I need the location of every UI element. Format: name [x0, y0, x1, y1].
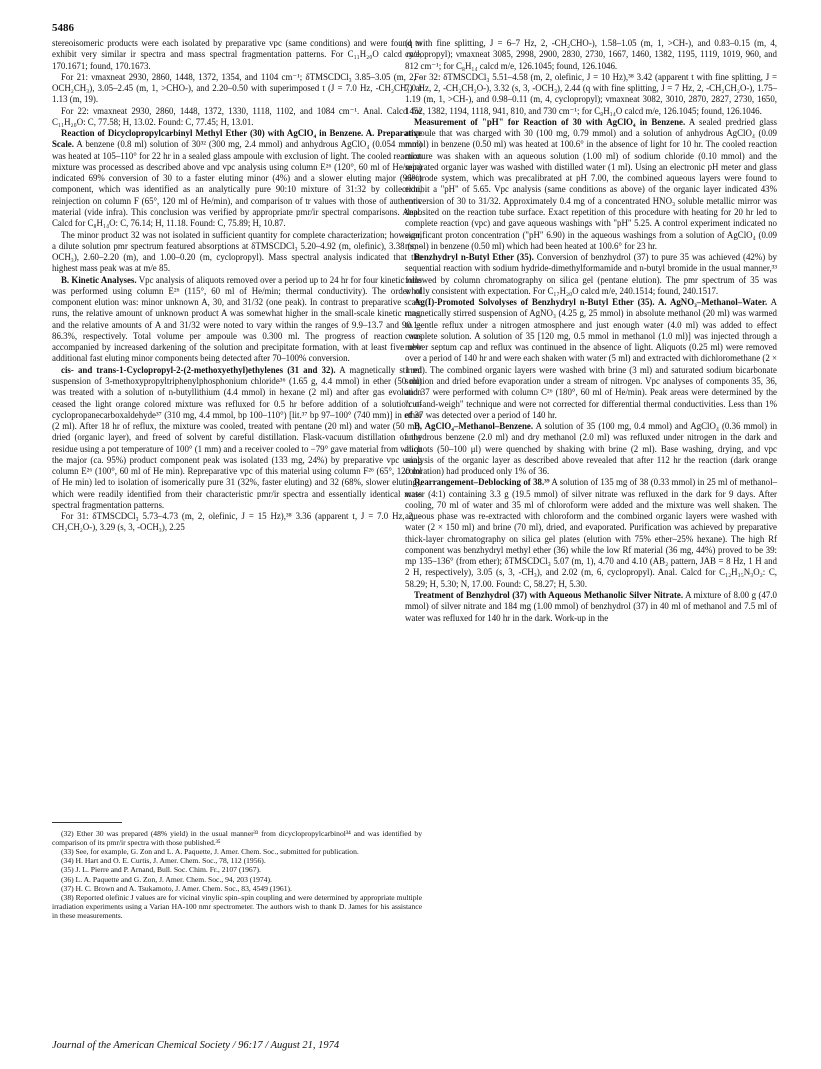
paragraph — [405, 38, 777, 72]
section-heading: Benzhydryl n-Butyl Ether (35). — [414, 252, 534, 263]
section-heading: Measurement of "pH" for Reaction of 30 with AgClO₄ in Benzene. — [414, 116, 686, 127]
section-heading: Reaction of Dicyclopropylcarbinyl Methyl Ether (30) with AgClO₄ in Benzene. A. Preparative Scale. — [52, 128, 422, 150]
paragraph-text: For 31: δTMSCDCl₃ 5.73–4.73 (m, 2, olefinic, J = 15 Hz),³⁸ 3.36 (apparent t, J = 7.0 Hz, 2, -CH₂CH₂O-), 3.29 (s, 3, -OCH₃), 2.25 — [52, 511, 422, 533]
paragraph-text: A sealed predried glass ampoule that was charged with 30 (100 mg, 0.79 mmol) and a solution of anhydrous AgClO₄ (0.09 mmol) in benzene (0.50 ml) was heated at 100.6° in the absence of light for 10 hr. The cooled reaction mixture was shaken with an aqueous solution (1.00 ml) of sodium chloride (0.10 mmol) and the separated organic layer was washed with distilled water (1 ml). Using an electronic pH meter and glass electrode system, which was precalibrated at pH 7.00, the combined aqueous layers were found to exhibit a "pH" of 5.65. Vpc analysis (same conditions as above) of the organic layer indicated 43% conversion of 30 to 31/32. Approximately 0.4 mg of a concentrated HNO₃ soluble metallic mirror was deposited on the reaction tube surface. Exact repetition of this procedure with heating for 20 hr led to complete reaction (vpc) and gave aqueous washings with "pH" 5.25. A control experiment indicated no significant proton concentration ("pH" 6.90) in the aqueous washings from a solution of AgClO₄ (0.09 mmol) in benzene (0.50 ml) which had been heated at 100.6° for 23 hr. — [405, 116, 778, 251]
footnote-list — [52, 829, 422, 920]
paragraph-text: A solution of 35 (100 mg, 0.4 mmol) and AgClO₄ (0.36 mmol) in anhydrous benzene (2.0 ml) and dry methanol (2.0 ml) was refluxed under nitrogen in the dark and aliquots (50–100 μl) were quenched by shaking with brine (2 ml). Base washing, drying, and vpc analysis of the organic layer as described above revealed that after 112 hr the reaction (dark orange coloration) had produced only 1% of 36. — [405, 421, 778, 477]
footnote: (36) L. A. Paquette and G. Zon, J. Amer. Chem. Soc., 94, 203 (1974). — [61, 874, 272, 884]
footnote: (34) H. Hart and O. E. Curtis, J. Amer. Chem. Soc., 78, 112 (1956). — [61, 856, 266, 866]
paragraph-text: For 21: νmaxneat 2930, 2860, 1448, 1372, 1354, and 1104 cm⁻¹; δTMSCDCl₃ 3.85–3.05 (m, 2, -OCH₂CH₃), 3.05–2.45 (m, 1, >CHO-), and 2.20–0.50 with superimposed t (J = 7.0 Hz, -CH₂CH₃) at 1.13 (m, 19). — [52, 71, 422, 105]
section-heading: B. AgClO₄–Methanol–Benzene. — [414, 421, 534, 432]
paragraph-text: Conversion of benzhydrol (37) to pure 35 was achieved (42%) by sequential reaction with sodium hydride-dimethylformamide and n-butyl bromide in the usual manner,³³ followed by column chromatography on silica gel (pentane elution). The pmr spectrum of 35 was wholly consistent with expectation. For C₁₇H₂₀O calcd m/e, 240.1514; found, 240.1517. — [405, 252, 777, 296]
section-heading: Treatment of Benzhydrol (37) with Aqueous Methanolic Silver Nitrate. — [414, 590, 684, 601]
footnote-rule — [52, 822, 122, 823]
footnote: (32) Ether 30 was prepared (48% yield) in the usual manner³³ from dicyclopropylcarbinol³⁴ and was identified by comparison of its pmr/ir spectra with those published.³⁵ — [52, 829, 422, 848]
paragraph-text: A magnetically stirred suspension of 3-methoxypropyltriphenylphosphonium chloride³⁶ (1.65 g, 4.4 mmol) in ether (50 ml) was treated with a solution of n-butyllithium (4.4 mmol) in hexane (2 ml) and after gas evolution ceased the light orange colored mixture was refluxed for 0.5 hr before addition of a solution of cyclopropanecarboxaldehyde³⁷ (310 mg, 4.4 mmol, bp 100–110°) [lit.³⁷ bp 97–100° (740 mm)] in ether (2 ml). After 18 hr of reflux, the mixture was cooled, treated with pentane (20 ml) and water (50 ml), dried (organic layer), and freed of solvent by careful distillation. Flask-vacuum distillation of the residue using a pot temperature of 100° (1 mm) and a receiver cooled to −79° gave material from which the major (ca. 95%) product component peak was isolated (133 mg, 24%) by preparative vpc using column E²⁶ (100°, 60 ml of He min). Repreparative vpc of this material using column F²⁶ (65°, 120 ml of He min) led to isolation of isomerically pure 31 (32%, faster eluting) and 32 (68%, slower eluting), which were readily identified from their characteristic pmr/ir spectra and essentially identical mass spectral fragmentation patterns. — [52, 364, 422, 510]
paragraph — [52, 230, 422, 275]
paragraph — [405, 297, 777, 421]
paragraph — [52, 128, 422, 229]
paragraph — [52, 365, 422, 511]
footnote: (38) Reported olefinic J values are for vicinal vinylic spin–spin coupling and were determined by appropriate multiple irradiation experiments using a Varian HA-100 nmr spectrometer. The authors wish to thank D. James for his assistance in these measurements. — [52, 892, 422, 920]
paragraph — [52, 106, 422, 129]
journal-footer: Journal of the American Chemical Society / 96:17 / August 21, 1974 — [52, 1040, 340, 1051]
paragraph-text: A benzene (0.8 ml) solution of 30³² (300 mg, 2.4 mmol) and anhydrous AgClO₄ (0.054 mmol) was heated at 105–110° for 22 hr in a sealed glass ampoule with exclusion of light. The cooled reaction mixture was processed as described above and vpc analysis using column E²⁶ (120°, 60 ml of He/min) indicated 69% conversion of 30 to a faster eluting minor (4%) and a slower eluting major (96%) component, which was identified as an analytically pure 90:10 mixture of 31:32 by collection, reinjection on column F (65°, 120 ml of He/min), and comparison of tr values with those of authentic material (vide infra). This conclusion was verified by appropriate pmr/ir spectral comparisons. Anal. Calcd for C₈H₁₄O: C, 76.14; H, 11.18. Found: C, 75.89; H, 10.87. — [52, 139, 422, 229]
footnote: (35) J. L. Pierre and P. Arnand, Bull. Soc. Chim. Fr., 2107 (1967). — [61, 865, 261, 875]
paragraph — [405, 477, 777, 590]
footnote: (37) H. C. Brown and A. Tsukamoto, J. Amer. Chem. Soc., 83, 4549 (1961). — [61, 883, 292, 893]
paragraph-text: For 32: δTMSCDCl₃ 5.51–4.58 (m, 2, olefinic, J = 10 Hz),³⁸ 3.42 (apparent t with fine splitting, J = 7.0 Hz, 2, -CH₂CH₂O-), 3.32 (s, 3, -OCH₃), 2.44 (q with fine splitting, J = 7 Hz, 2, -CH₂CH₂O-), 1.75–1.19 (m, 1, >CH-), and 0.98–0.11 (m, 4, cyclopropyl); νmaxneat 3082, 3010, 2870, 2827, 2730, 1650, 1452, 1382, 1194, 1118, 941, 810, and 730 cm⁻¹; for C₈H₁₄O calcd m/e, 126.1045; found, 126.1046. — [405, 71, 777, 116]
paragraph-text: Vpc analysis of aliquots removed over a period up to 24 hr for four kinetic runs was performed using column E²⁶ (115°, 60 ml of He/min; thermal conductivity). The order of component elution was: minor unknown A, 30, and 31/32 (one peak). In contrast to preparative scale runs, the relative amount of unknown product A was somewhat higher in the small-scale kinetic runs, and the relative amounts of A and 31/32 were noted to vary within the ranges of 9.9–13.7 and 90.1–86.3%, respectively. Total volume per ampoule was 0.300 ml. The progress of reaction was accompanied by increased darkening of the solution and precipitate formation, with at least five new additional fast eluting minor components being detected after 70–100% conversion. — [52, 274, 422, 364]
section-heading: B. Kinetic Analyses. — [61, 274, 137, 285]
paragraph-text: (q with fine splitting, J = 6–7 Hz, 2, -CH₂CHO-), 1.58–1.05 (m, 1, >CH-), and 0.83–0.15 (m, 4, cyclopropyl); νmaxneat 3085, 2998, 2900, 2830, 2730, 1667, 1460, 1382, 1195, 1119, 1019, 960, and 812 cm⁻¹; for C₈H₁₄ calcd m/e, 126.1045; found, 126.1046. — [405, 38, 777, 71]
paragraph-text: A mixture of 8.00 g (47.0 mmol) of silver nitrate and 184 mg (1.00 mmol) of benzhydrol (37) in 40 ml of methanol and 7.5 ml of water was refluxed for 140 hr in the dark. Work-up in the — [405, 590, 777, 623]
paragraph — [52, 511, 422, 534]
section-heading: Rearrangement–Deblocking of 38.³⁹ — [414, 477, 550, 488]
paragraph — [52, 38, 422, 72]
paragraph — [405, 252, 777, 297]
paragraph-text: A magnetically stirred suspension of AgNO₃ (4.25 g, 25 mmol) in absolute methanol (20 ml) was warmed to gentle reflux under a nitrogen atmosphere and just enough water (4.0 ml) was added to effect complete solution. A solution of 35 [120 mg, 0.5 mmol in methanol (1.0 ml)] was injected through a rubber septum cap and reflux was continued in the absence of light. Aliquots (0.25 ml) were removed over a period of 140 hr and were each shaken with water (5 ml) and extracted with dichloromethane (2 × 1 ml). The combined organic layers were washed with brine (3 ml) and saturated sodium bicarbonate solution and dried before evaporation under a stream of nitrogen. Vpc analyses of components 35, 36, and 37 were performed with column C²⁶ (180°, 60 ml of He/min). Peak areas were determined by the "cut-and-weigh" technique and were not corrected for differential thermal conductivities. Less than 1% of 37 was detected over a period of 140 hr. — [405, 297, 777, 420]
paragraph — [405, 117, 777, 252]
paragraph — [52, 72, 422, 106]
paragraph-text: A solution of 135 mg of 38 (0.33 mmol) in 25 ml of methanol–water (4:1) containing 3.3 g (19.5 mmol) of silver nitrate was refluxed in the dark for 9 days. After cooling, 70 ml of water and 35 ml of chloroform were added and the mixture was well shaken. The aqueous phase was re-extracted with chloroform and the combined organic layers were washed with water (2 × 150 ml) and brine (70 ml), dried, and evaporated. Purification was achieved by preparative thick-layer chromatography on silica gel plates (elution with 75% ether–25% hexane). The high Rf component was benzhydryl methyl ether (36) while the low Rf material (36 mg, 44%) proved to be 39: mp 135–136° (from ether); δTMSCDCl₃ 5.07 (m, 1), 4.70 and 4.10 (AB₂ pattern, JAB = 8 Hz, 1 H and 2 H, respectively), 3.05 (s, 3, -CH₃), and 2.02 (m, 6, cyclopropyl). Anal. Calcd for C₁₂H₁₅N₃O₂: C, 58.29; H, 5.30; N, 17.00. Found: C, 58.27; H, 5.30. — [405, 477, 777, 589]
section-heading: Ag(I)-Promoted Solvolyses of Benzhydryl n-Butyl Ether (35). A. AgNO₃–Methanol–Water. — [414, 297, 768, 308]
right-column — [405, 38, 777, 624]
paragraph — [52, 275, 422, 365]
paragraph — [405, 590, 777, 624]
paragraph-text: The minor product 32 was not isolated in sufficient quantity for complete characterization; however, a dilute solution pmr spectrum featured absorptions at δTMSCDCl₃ 5.20–4.92 (m, olefinic), 3.38 (s, -OCH₃), 2.60–2.20 (m), and 1.00–0.20 (m, cyclopropyl). Mass spectral analysis indicated that the highest mass peak was at m/e 85. — [52, 229, 422, 274]
paragraph-text: stereoisomeric products were each isolated by preparative vpc (same conditions) and were found to exhibit very similar ir spectra and mass spectral fragmentation patterns. For C₁₁H₂₀O calcd m/e, 170.1671; found, 170.1673. — [52, 38, 422, 71]
paragraph — [405, 72, 777, 117]
left-column — [52, 38, 422, 534]
section-heading: cis- and trans-1-Cyclopropyl-2-(2-methoxyethyl)ethylenes (31 and 32). — [61, 364, 336, 375]
page-number: 5486 — [52, 22, 74, 34]
paragraph-text: For 22: νmaxneat 2930, 2860, 1448, 1372, 1330, 1118, 1102, and 1084 cm⁻¹. Anal. Calcd for C₁₁H₂₀O: C, 77.58; H, 13.02. Found: C, 77.45; H, 13.01. — [52, 105, 422, 127]
paragraph — [405, 421, 777, 477]
footnote: (33) See, for example, G. Zon and L. A. Paquette, J. Amer. Chem. Soc., submitted for publication. — [61, 847, 359, 857]
footnotes — [52, 822, 422, 920]
